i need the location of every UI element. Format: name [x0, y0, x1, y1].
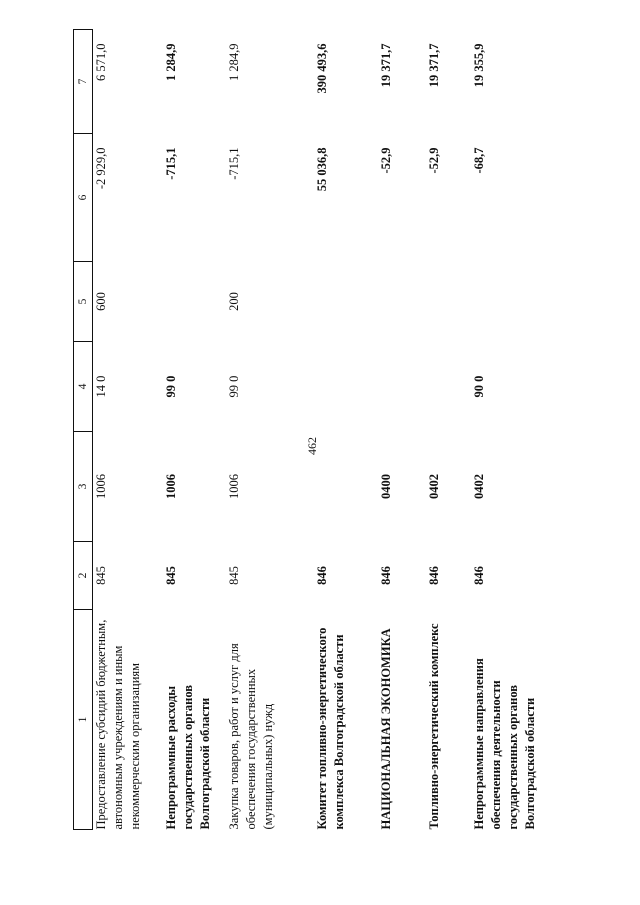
row-name: Топливно-энергетический комплекс	[426, 623, 441, 830]
row-col5	[426, 262, 471, 342]
header-cell-5: 5	[74, 262, 93, 342]
row-col6: -52,9	[426, 147, 441, 174]
header-cell-4: 4	[74, 342, 93, 432]
row-col6: -2 929,0	[94, 147, 108, 190]
row-col5	[314, 262, 378, 342]
row-col4: 14 0	[94, 375, 108, 398]
row-col3: 1006	[163, 474, 178, 499]
row-col7: 19 371,7	[378, 43, 393, 88]
row-col5: 200	[226, 292, 241, 311]
row-col2: 846	[426, 566, 441, 585]
row-col4	[426, 342, 471, 432]
row-col4	[314, 342, 378, 432]
row-col7: 1 284,9	[163, 43, 178, 81]
row-col7: 6 571,0	[94, 43, 108, 81]
row-col3: 1006	[94, 474, 108, 499]
table-row	[378, 30, 426, 830]
row-col4: 90 0	[471, 375, 486, 398]
row-col5: 600	[94, 292, 108, 311]
header-cell-2: 2	[74, 542, 93, 610]
row-col4: 99 0	[226, 375, 241, 398]
row-col6: 55 036,8	[314, 147, 329, 192]
row-col4: 99 0	[163, 375, 178, 398]
row-col5	[163, 262, 226, 342]
table-row	[93, 30, 163, 830]
row-col7: 1 284,9	[226, 43, 241, 81]
row-col5	[378, 262, 426, 342]
row-col3: 1006	[226, 474, 241, 499]
table-row	[163, 30, 226, 830]
budget-table	[73, 29, 543, 830]
header-cell-7: 7	[74, 30, 93, 134]
row-col7: 19 355,9	[471, 43, 486, 88]
row-name: Предоставление субсидий бюджетным, автономным учреждениям и иным некоммерческим организациям	[94, 619, 142, 830]
row-col7: 19 371,7	[426, 43, 441, 88]
row-col6: -715,1	[226, 147, 241, 180]
row-col6: -68,7	[471, 147, 486, 174]
row-name: Закупка товаров, работ и услуг для обеспечения государственных (муниципальных) нужд	[226, 643, 275, 830]
header-cell-3: 3	[74, 432, 93, 542]
row-col2: 845	[94, 566, 108, 585]
row-col3: 0402	[471, 474, 486, 499]
row-col3: 0400	[378, 474, 393, 499]
table-row	[226, 30, 314, 830]
row-col6: -715,1	[163, 147, 178, 180]
header-row	[74, 30, 93, 830]
row-col2: 846	[314, 566, 329, 585]
row-col2: 846	[378, 566, 393, 585]
table-row	[426, 30, 471, 830]
row-col3	[314, 432, 378, 542]
row-name: Непрограммные расходы государственных органов Волгоградской области	[163, 684, 212, 830]
row-col7: 390 493,6	[314, 43, 329, 94]
row-col3: 0402	[426, 474, 441, 499]
row-col4	[378, 342, 426, 432]
budget-table-rotated	[73, 30, 553, 830]
header-cell-6: 6	[74, 134, 93, 262]
row-col2: 845	[163, 566, 178, 585]
table-row	[471, 30, 543, 830]
header-cell-1: 1	[74, 610, 93, 830]
row-name: НАЦИОНАЛЬНАЯ ЭКОНОМИКА	[378, 628, 393, 830]
row-col6: -52,9	[378, 147, 393, 174]
row-name: Непрограммные направления обеспечения деятельности государственных органов Волгоградской области	[471, 658, 537, 830]
row-col5	[471, 262, 543, 342]
row-col2: 845	[226, 566, 241, 585]
row-name: Комитет топливно-энергетического комплекса Волгоградской области	[314, 627, 346, 830]
page-number: 462	[305, 437, 319, 455]
table-row	[314, 30, 378, 830]
row-col2: 846	[471, 566, 486, 585]
